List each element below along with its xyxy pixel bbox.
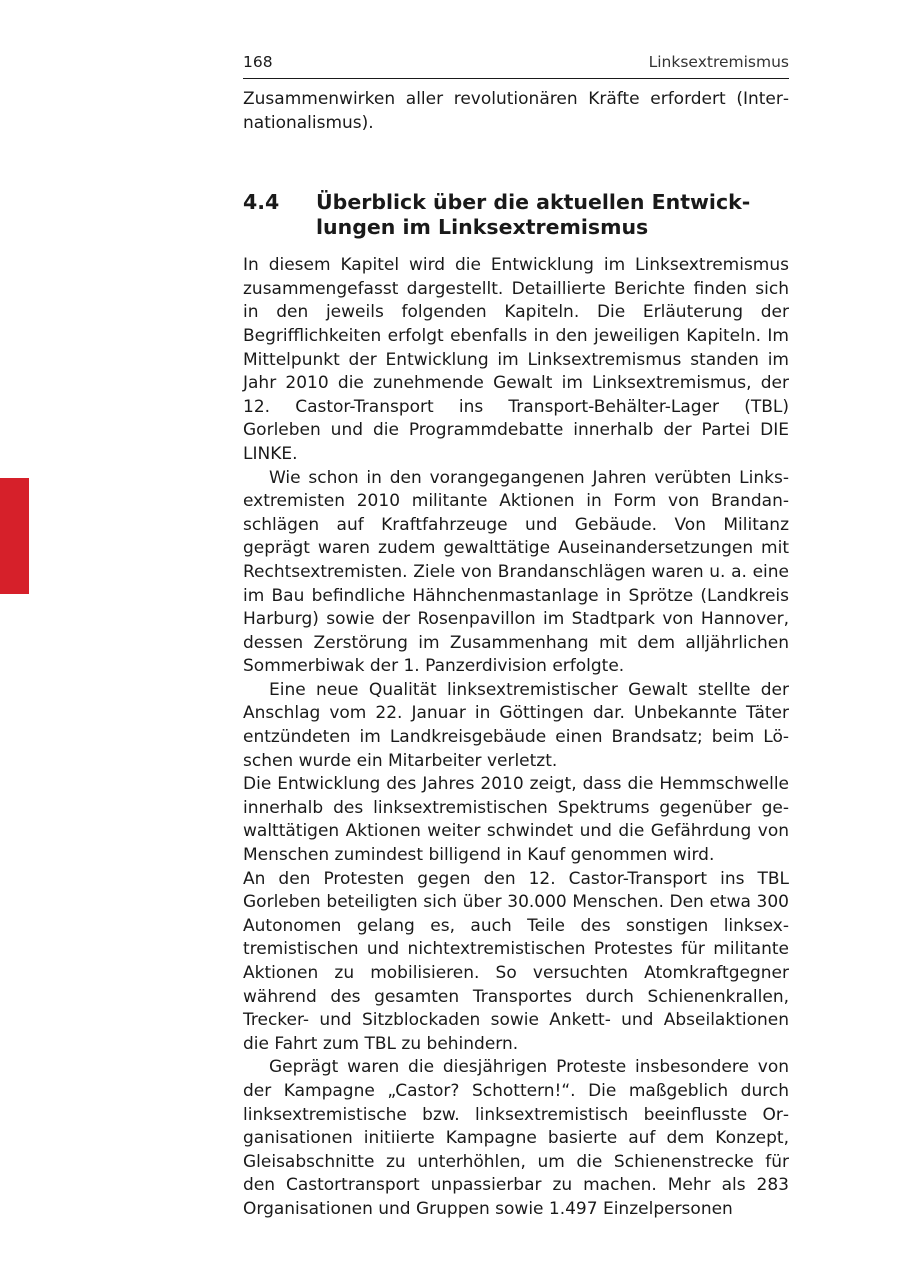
chapter-marker-tab	[0, 478, 29, 594]
intro-text: Zusammenwirken aller revolutionären Kräfte erfordert (Internationalismus).	[243, 89, 789, 133]
page-body	[243, 88, 789, 1222]
section-number: 4.4	[243, 190, 280, 215]
page-number: 168	[243, 53, 273, 71]
paragraph: Wie schon in den vorangegangenen Jahren verübten Linksextremisten 2010 militante Aktionen in Form von Brandanschlägen auf Kraftfahrzeuge und Gebäude. Von Militanz geprägt waren zudem gewalttätige Auseinandersetzungen mit Rechtsextremisten. Ziele von Brandanschlägen waren u. a. eine im Bau befindliche Hähnchenmastanlage in Sprötze (Landkreis Harburg) sowie der Rosenpavillon im Stadtpark von Hannover, dessen Zerstörung im Zusammenhang mit dem alljährlichen Sommerbiwak der 1. Panzerdivision erfolgte.	[243, 467, 789, 677]
paragraph: Geprägt waren die diesjährigen Proteste insbesondere von der Kampagne „Castor? Schottern!“. Die maßgeblich durch linksextremistische bzw. linksextremistisch beeinflusste Organisationen initiierte Kampagne basierte auf dem Konzept, Gleisabschnitte zu unterhöhlen, um die Schienenstrecke für den Castortransport unpassierbar zu machen. Mehr als 283 Organisationen und Gruppen sowie 1.497 Einzelpersonen	[243, 1057, 789, 1219]
paragraph: Eine neue Qualität linksextremistischer Gewalt stellte der Anschlag vom 22. Januar in Göttingen dar. Unbekannte Täter entzündeten im Landkreisgebäude einen Brandsatz; beim Löschen wurde ein Mitarbeiter verletzt.	[243, 679, 789, 771]
section-heading	[243, 190, 789, 240]
paragraph: In diesem Kapitel wird die Entwicklung im Linksextremismus zusammengefasst dargestellt. Detaillierte Berichte finden sich in den jeweils folgenden Kapiteln. Die Erläuterung der Begrifflichkeiten erfolgt ebenfalls in den jeweiligen Kapiteln. Im Mittelpunkt der Entwicklung im Linksextremismus standen im Jahr 2010 die zunehmende Gewalt im Linksextremismus, der 12. Castor-Transport ins Transport-Behälter-Lager (TBL) Gorleben und die Programmdebatte innerhalb der Partei DIE LINKE.	[243, 255, 789, 464]
running-title: Linksextremismus	[648, 53, 789, 71]
paragraph: Die Entwicklung des Jahres 2010 zeigt, dass die Hemmschwelle innerhalb des linksextremistischen Spektrums gegenüber gewalttätigen Aktionen weiter schwindet und die Gefährdung von Menschen zumindest billigend in Kauf genommen wird.	[243, 774, 789, 866]
paragraph: An den Protesten gegen den 12. Castor-Transport ins TBL Gorleben beteiligten sich über 30.000 Menschen. Den etwa 300 Autonomen gelang es, auch Teile des sonstigen linksextremistischen und nichtextremistischen Protestes für militante Aktionen zu mobilisieren. So versuchten Atomkraftgegner während des gesamten Transportes durch Schienenkrallen, Trecker- und Sitzblockaden sowie Ankett- und Abseilaktionen die Fahrt zum TBL zu behindern.	[243, 868, 789, 1054]
section-title: Überblick über die aktuellen Entwicklungen im Linksextremismus	[316, 190, 751, 240]
page-header	[243, 52, 789, 79]
